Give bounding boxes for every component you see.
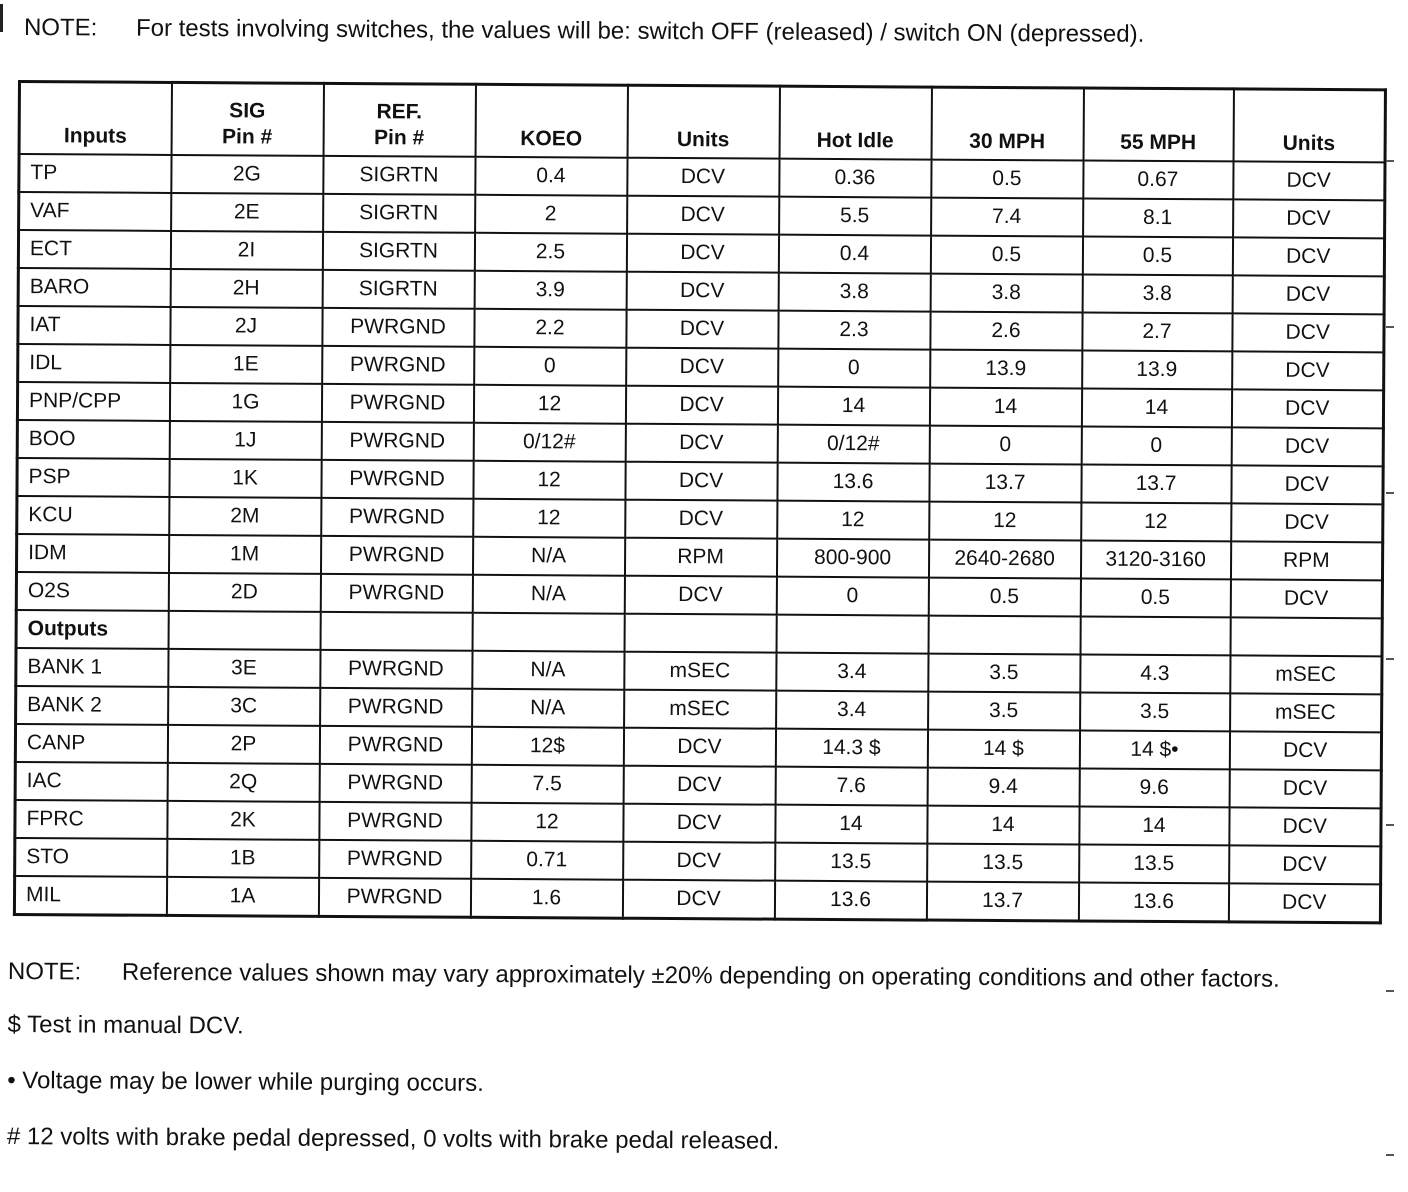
table-cell: 9.6 (1079, 768, 1229, 807)
table-cell: DCV (625, 500, 777, 539)
signal-name-cell: VAF (19, 192, 171, 231)
table-cell: 1E (170, 345, 322, 384)
table-cell: DCV (626, 272, 778, 311)
table-cell: PWRGND (319, 764, 471, 803)
table-cell: DCV (625, 424, 777, 463)
signal-name-cell: PSP (17, 458, 169, 497)
margin-tick (1386, 326, 1394, 328)
column-header-line1 (632, 101, 774, 128)
table-cell: N/A (472, 537, 624, 576)
table-cell: PWRGND (319, 840, 471, 879)
table-cell: DCV (1230, 579, 1382, 618)
column-header-line2: Pin # (221, 125, 273, 149)
table-cell: 800-900 (776, 539, 928, 578)
table-cell: 13.9 (930, 350, 1082, 389)
table-cell: PWRGND (320, 688, 472, 727)
signal-name-cell: IDM (16, 534, 168, 573)
top-note-text: For tests involving switches, the values will be: switch OFF (released) / switch ON (depressed). (135, 14, 1145, 48)
table-body (14, 154, 1385, 923)
outputs-section-label: Outputs (16, 610, 168, 649)
footnotes (7, 956, 1388, 1160)
table-cell: DCV (623, 728, 775, 767)
empty-cell (1230, 617, 1382, 656)
table-cell: 0.4 (778, 235, 930, 274)
table-cell: PWRGND (321, 460, 473, 499)
table-cell: 12 (1081, 503, 1231, 542)
table-cell: DCV (1231, 427, 1383, 466)
top-note (24, 14, 1394, 50)
margin-tick (1386, 1154, 1394, 1156)
table-cell: PWRGND (321, 384, 473, 423)
column-header (627, 85, 779, 158)
table-header-row (19, 82, 1385, 163)
column-header (1233, 89, 1385, 162)
table-cell: 3.4 (776, 691, 928, 730)
signal-name-cell: IDL (18, 344, 170, 383)
table-cell: 0.5 (930, 236, 1082, 275)
table-cell: 2I (170, 231, 322, 270)
column-header (779, 86, 931, 159)
variance-note-text: Reference values shown may vary approximately ±20% depending on operating conditions and other factors. (121, 958, 1280, 993)
signal-name-cell: FPRC (15, 800, 167, 839)
margin-tick (1386, 492, 1394, 494)
table-cell: 0/12# (473, 423, 625, 462)
table-cell: 0.4 (475, 157, 627, 196)
table-cell: 3.5 (928, 692, 1080, 731)
table-cell: DCV (1229, 769, 1381, 808)
table-cell: 14 (929, 388, 1081, 427)
table-cell: 13.5 (927, 844, 1079, 883)
table-cell: mSEC (1230, 655, 1382, 694)
table-cell: 2D (168, 573, 320, 612)
signal-name-cell: STO (15, 838, 167, 877)
table-cell: 1M (168, 535, 320, 574)
table-cell: PWRGND (319, 726, 471, 765)
table-cell: DCV (1233, 199, 1385, 238)
column-header-line2: Units (676, 128, 730, 152)
table-cell: 8.1 (1083, 199, 1233, 238)
table-cell: 12 (929, 502, 1081, 541)
table-cell: DCV (1232, 275, 1384, 314)
table-cell: 2.5 (474, 233, 626, 272)
table-cell: DCV (1229, 845, 1381, 884)
table-cell: 12 (473, 461, 625, 500)
table-cell: 0 (776, 577, 928, 616)
table-cell: 7.4 (931, 198, 1083, 237)
table-cell: DCV (626, 234, 778, 273)
table-cell: PWRGND (320, 536, 472, 575)
column-header-line1: SIG (229, 99, 266, 123)
empty-cell (776, 615, 928, 654)
table-cell: 1J (169, 421, 321, 460)
table-cell: 13.7 (929, 464, 1081, 503)
column-header-line2: Inputs (63, 124, 127, 148)
empty-cell (472, 613, 624, 652)
table-cell: DCV (626, 348, 778, 387)
table-cell: 0/12# (777, 425, 929, 464)
column-header (19, 82, 171, 155)
margin-tick (1386, 990, 1394, 992)
column-header (323, 83, 475, 156)
column-header-line1 (25, 97, 167, 124)
table-cell: 14 $ (927, 730, 1079, 769)
variance-note (8, 956, 1388, 996)
table-cell: mSEC (624, 690, 776, 729)
column-header (931, 87, 1083, 160)
table-cell: 3.4 (776, 653, 928, 692)
table-cell: 13.5 (1079, 844, 1229, 883)
table-cell: 14 $• (1079, 730, 1229, 769)
column-header-line2: Pin # (373, 126, 425, 150)
table-cell: 14 (775, 805, 927, 844)
table-cell: 7.6 (775, 767, 927, 806)
table-cell: 7.5 (471, 765, 623, 804)
signal-name-cell: IAT (18, 306, 170, 345)
signal-name-cell: TP (19, 154, 171, 193)
table-cell: RPM (624, 538, 776, 577)
table-cell: 2J (170, 307, 322, 346)
table-cell: 12 (471, 803, 623, 842)
table-cell: 12 (473, 499, 625, 538)
table-cell: 14.3 $ (775, 729, 927, 768)
empty-cell (624, 614, 776, 653)
table-cell: 12 (777, 501, 929, 540)
table-cell: DCV (627, 196, 779, 235)
column-header-line2: 55 MPH (1120, 130, 1197, 155)
table-cell: DCV (1233, 161, 1385, 200)
table-cell: DCV (1229, 731, 1381, 770)
column-header-line1 (1088, 104, 1228, 131)
table-cell: 2Q (167, 763, 319, 802)
table-cell: 2E (171, 193, 323, 232)
table-cell: DCV (1231, 465, 1383, 504)
table-cell: 0 (778, 349, 930, 388)
table-cell: PWRGND (320, 650, 472, 689)
table-cell: 1A (166, 877, 318, 916)
table-cell: 3.9 (474, 271, 626, 310)
reference-values-table (13, 80, 1387, 924)
column-header-line1 (1238, 104, 1380, 131)
table-cell: DCV (1232, 313, 1384, 352)
table-cell: N/A (472, 651, 624, 690)
table-cell: 3.5 (1080, 692, 1230, 731)
empty-cell (928, 616, 1080, 655)
table-cell: DCV (1231, 503, 1383, 542)
hash-footnote: # 12 volts with brake pedal depressed, 0 volts with brake pedal released. (6, 1122, 780, 1155)
margin-tick (1386, 824, 1394, 826)
column-header-line1 (784, 102, 926, 129)
table-cell: DCV (1231, 389, 1383, 428)
table-cell: mSEC (1230, 693, 1382, 732)
table-cell: DCV (1232, 351, 1384, 390)
table-cell: SIGRTN (323, 194, 475, 233)
table-cell: SIGRTN (322, 270, 474, 309)
margin-tick (1386, 658, 1394, 660)
signal-name-cell: O2S (16, 572, 168, 611)
table-cell: 1.6 (470, 879, 622, 918)
table-cell: 2K (167, 801, 319, 840)
table-cell: 2.2 (474, 309, 626, 348)
table-cell: DCV (626, 310, 778, 349)
table-cell: PWRGND (321, 422, 473, 461)
table-cell: 13.7 (926, 882, 1078, 921)
table-cell: 0.67 (1083, 161, 1233, 200)
table-cell: N/A (472, 575, 624, 614)
table-cell: DCV (624, 576, 776, 615)
table-cell: 3.8 (778, 273, 930, 312)
table-cell: 1B (167, 839, 319, 878)
empty-cell (320, 612, 472, 651)
signal-name-cell: BANK 2 (16, 686, 168, 725)
table-cell: 0.36 (779, 159, 931, 198)
signal-name-cell: KCU (17, 496, 169, 535)
table-cell: 0.5 (928, 578, 1080, 617)
table-cell: N/A (472, 689, 624, 728)
table-cell: PWRGND (322, 346, 474, 385)
table-cell: 0 (1081, 427, 1231, 466)
column-header (475, 84, 627, 157)
table-cell: 13.6 (1078, 882, 1228, 921)
column-header-line2: Units (1282, 131, 1336, 156)
table-cell: DCV (1229, 807, 1381, 846)
table-cell: 3120-3160 (1080, 541, 1230, 580)
table-cell: RPM (1230, 541, 1382, 580)
table-cell: PWRGND (321, 498, 473, 537)
column-header (1083, 88, 1233, 161)
table-cell: PWRGND (322, 308, 474, 347)
table-cell: 2H (170, 269, 322, 308)
table-cell: DCV (625, 462, 777, 501)
table-cell: 4.3 (1080, 654, 1230, 693)
table-cell: DCV (623, 804, 775, 843)
signal-name-cell: BANK 1 (16, 648, 168, 687)
table-cell: 13.6 (774, 881, 926, 920)
table-cell: 14 (1079, 806, 1229, 845)
table-cell: 9.4 (927, 768, 1079, 807)
bullet-footnote: • Voltage may be lower while purging occurs. (7, 1066, 484, 1097)
top-note-label: NOTE: (23, 14, 98, 42)
table-cell: 13.5 (775, 843, 927, 882)
table-cell: DCV (627, 158, 779, 197)
empty-cell (168, 611, 320, 650)
table-cell: 2P (167, 725, 319, 764)
column-header-line1: REF. (376, 100, 423, 124)
table-cell: 5.5 (779, 197, 931, 236)
signal-name-cell: BOO (17, 420, 169, 459)
table-cell: 0.5 (1082, 237, 1232, 276)
signal-name-cell: PNP/CPP (17, 382, 169, 421)
table-cell: 14 (927, 806, 1079, 845)
table-cell: 2G (171, 155, 323, 194)
table-cell: SIGRTN (323, 156, 475, 195)
signal-name-cell: ECT (18, 230, 170, 269)
table-cell: SIGRTN (322, 232, 474, 271)
signal-name-cell: CANP (15, 724, 167, 763)
table-cell: 0 (474, 347, 626, 386)
table-cell: 3C (168, 687, 320, 726)
table-cell: 1G (169, 383, 321, 422)
table-cell: DCV (1228, 883, 1380, 922)
signal-name-cell: BARO (18, 268, 170, 307)
scan-edge-mark (0, 4, 3, 32)
column-header (171, 82, 323, 155)
table-cell: 13.9 (1082, 351, 1232, 390)
table-cell: 2640-2680 (928, 540, 1080, 579)
column-header-line2: Hot Idle (816, 128, 894, 153)
table-cell: 2.3 (778, 311, 930, 350)
empty-cell (1080, 616, 1230, 655)
table-cell: 13.6 (777, 463, 929, 502)
table-cell: 1K (169, 459, 321, 498)
table-cell: 13.7 (1081, 465, 1231, 504)
table-cell: mSEC (624, 652, 776, 691)
table-cell: DCV (1232, 237, 1384, 276)
column-header-line2: 30 MPH (969, 129, 1046, 154)
reference-values-table-container (13, 80, 1384, 924)
signal-name-cell: IAC (15, 762, 167, 801)
table-cell: 3.8 (1082, 275, 1232, 314)
table-cell: 0 (929, 426, 1081, 465)
column-header-line1 (480, 100, 622, 127)
table-row (14, 876, 1380, 923)
table-cell: 3.5 (928, 654, 1080, 693)
column-header-line1 (936, 103, 1078, 130)
margin-tick (1386, 160, 1394, 162)
table-cell: PWRGND (318, 878, 470, 917)
table-cell: PWRGND (319, 802, 471, 841)
table-cell: 2.6 (930, 312, 1082, 351)
table-cell: 2M (169, 497, 321, 536)
table-cell: 2 (475, 195, 627, 234)
table-cell: PWRGND (320, 574, 472, 613)
table-cell: 14 (1081, 389, 1231, 428)
table-cell: 0.5 (1080, 578, 1230, 617)
dollar-footnote: $ Test in manual DCV. (7, 1010, 244, 1040)
table-cell: DCV (623, 842, 775, 881)
table-cell: DCV (625, 386, 777, 425)
table-cell: DCV (622, 880, 774, 919)
table-cell: 0.71 (471, 841, 623, 880)
table-cell: 12$ (471, 727, 623, 766)
table-cell: DCV (623, 766, 775, 805)
variance-note-label: NOTE: (7, 957, 82, 986)
table-cell: 3.8 (930, 274, 1082, 313)
column-header-line2: KOEO (520, 127, 583, 151)
table-cell: 0.5 (931, 160, 1083, 199)
table-cell: 2.7 (1082, 313, 1232, 352)
table-cell: 14 (777, 387, 929, 426)
table-cell: 3E (168, 649, 320, 688)
signal-name-cell: MIL (14, 876, 166, 915)
table-cell: 12 (473, 385, 625, 424)
